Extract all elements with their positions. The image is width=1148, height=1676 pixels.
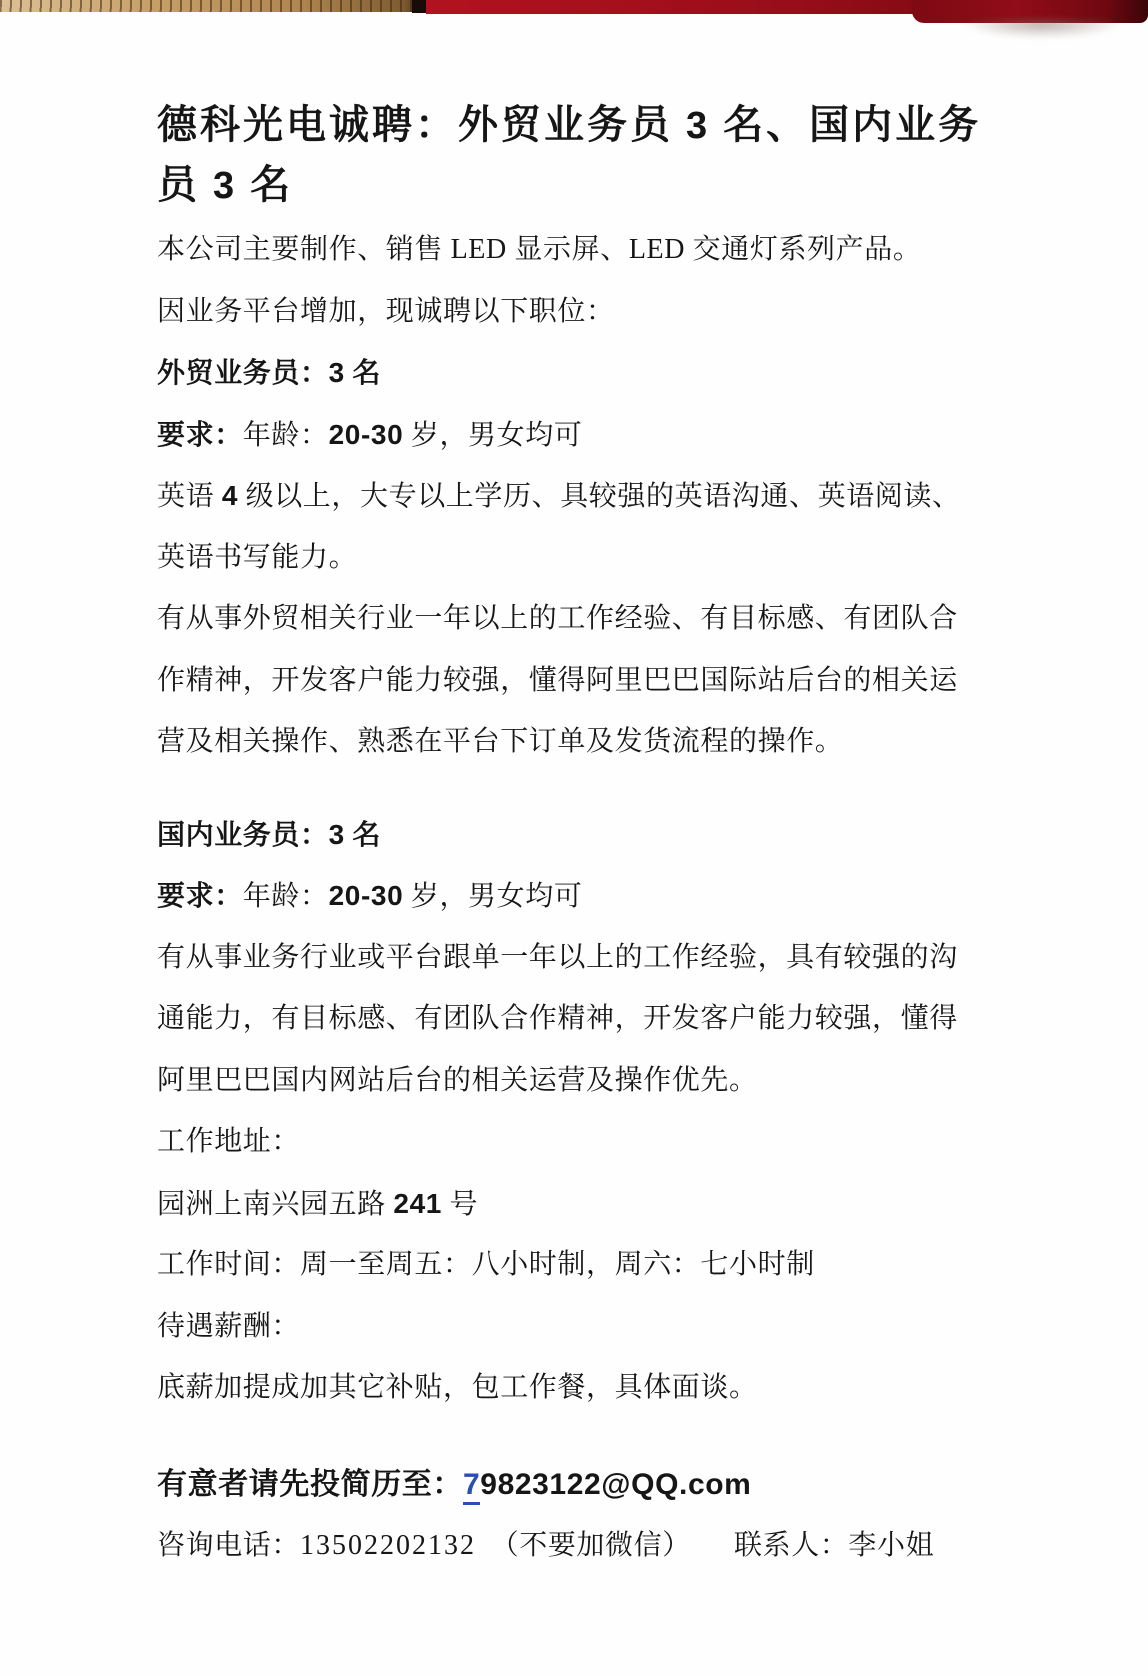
text-segment: 岁，男女均可 [403,419,583,451]
job1-heading [157,342,957,404]
text-segment: 咨询电话： [157,1530,301,1561]
contact-line [157,1515,957,1577]
dark-seam [412,0,428,13]
work-address [157,1173,957,1235]
text-segment: 3 [328,357,345,388]
text-segment: 7 [463,1468,480,1505]
text-segment: 因业务平台增加，现诚聘以下职位： [157,295,615,327]
text-segment: 英语书写能力。 [157,541,358,573]
document-body [157,219,961,1577]
company-intro [157,219,957,281]
red-book-cover-corner [912,0,1148,23]
work-hours [157,1234,957,1296]
text-segment: 本公司主要制作、销售 LED 显示屏、LED 交通灯系列产品。 [157,234,922,265]
text-segment: 9823122@QQ.com [480,1467,752,1501]
text-segment: 20-30 [328,880,404,911]
title-line [157,155,957,215]
photo-top-edge [0,0,1148,60]
text-segment: 营及相关操作、熟悉在平台下订单及发货流程的操作。 [157,726,844,757]
job2-experience-1 [157,927,957,989]
text-segment: 英语 [157,481,222,512]
text-segment: 名、国内业务 [710,102,982,147]
text-segment: 名 [344,819,381,851]
text-segment: 通能力，有目标感、有团队合作精神，开发客户能力较强，懂得 [157,1003,958,1034]
text-segment: 阿里巴巴国内网站后台的相关运营及操作优先。 [157,1064,758,1096]
text-segment: 有从事外贸相关行业一年以上的工作经验、有目标感、有团队合 [157,603,958,634]
text-segment: 241 [393,1187,442,1219]
job1-english-1 [157,465,961,527]
text-segment: 要求： [157,881,243,912]
text-segment: 岁，男女均可 [403,881,583,912]
job1-experience-3 [157,711,957,773]
text-segment: 德科光电诚聘：外贸业务员 [157,102,686,147]
salary-detail [157,1357,957,1419]
text-segment: 外贸业务员： [157,358,329,389]
text-segment: （不要加微信） [476,1530,677,1561]
job1-experience-1 [157,588,957,650]
job2-requirement [157,865,957,927]
text-segment: 13502202132 [300,1530,477,1561]
text-segment: 园洲上南兴园五路 [157,1188,394,1220]
work-address-label [157,1111,957,1173]
text-segment: 年龄： [242,881,329,912]
text-segment: 名 [237,162,294,207]
text-segment: 4 [221,480,238,511]
job1-requirement [157,404,957,466]
text-segment: 员 [157,162,213,207]
desk-wood-edge [0,0,424,12]
text-segment: 作精神，开发客户能力较强，懂得阿里巴巴国际站后台的相关运 [157,664,958,696]
red-book-cover-edge [426,0,1148,14]
text-segment: 工作地址： [157,1126,301,1157]
text-segment: 级以上，大专以上学历、具较强的英语沟通、英语阅读、 [238,481,961,512]
page-curl-shadow [938,19,1138,51]
recruit-note [157,281,957,343]
job2-heading [157,804,957,866]
text-segment: 名 [344,358,381,389]
text-segment: 20-30 [328,418,404,450]
text-segment: 国内业务员： [157,819,329,851]
text-segment: 3 [686,105,711,147]
paragraph-gap [157,773,957,804]
job1-english-2 [157,527,957,589]
text-segment: 3 [328,818,345,850]
text-segment: 有从事业务行业或平台跟单一年以上的工作经验，具有较强的沟 [157,941,958,973]
paragraph-gap [157,1419,957,1454]
text-segment: 工作时间：周一至周五：八小时制，周六：七小时制 [157,1249,815,1280]
document-title [157,95,982,215]
text-segment: 年龄： [242,419,329,451]
text-segment: 底薪加提成加其它补贴，包工作餐，具体面谈。 [157,1372,758,1403]
job2-experience-3 [157,1050,957,1112]
text-segment: 待遇薪酬： [157,1310,301,1342]
text-segment: 有意者请先投简历至： [157,1467,463,1501]
document-content [157,95,982,1577]
text-segment: 要求： [157,419,243,451]
apply-email [157,1454,957,1516]
text-segment: 3 [213,165,238,207]
salary-label [157,1296,957,1358]
title-line [157,95,982,155]
job2-experience-2 [157,988,957,1050]
text-segment: 联系人：李小姐 [676,1530,935,1561]
job1-experience-2 [157,650,957,712]
text-segment: 号 [441,1188,479,1220]
